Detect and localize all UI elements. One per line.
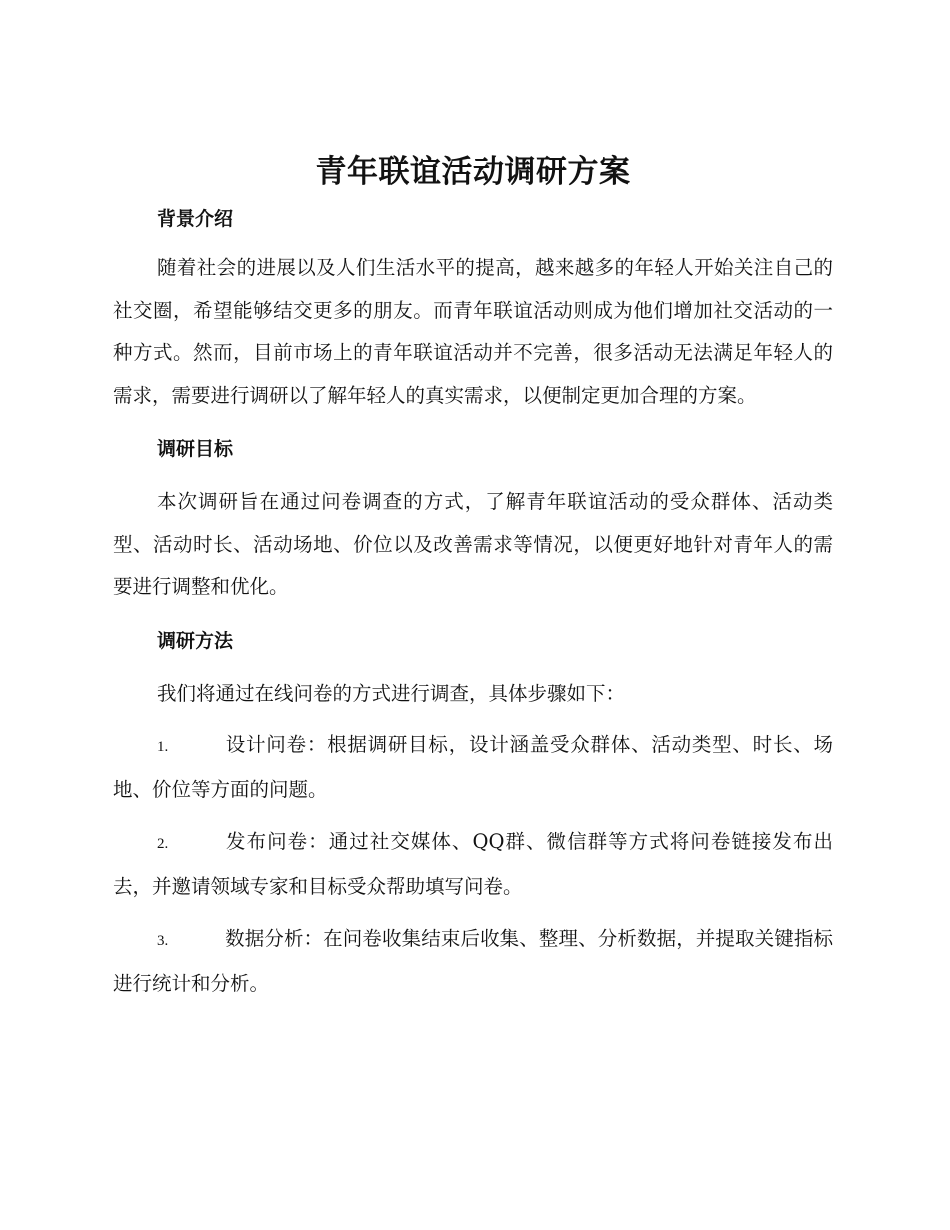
list-item-text: 数据分析：在问卷收集结束后收集、整理、分析数据，并提取关键指标进行统计和分析。	[113, 927, 833, 995]
section-background	[113, 204, 833, 417]
section-heading-background: 背景介绍	[157, 208, 234, 230]
section-objective	[113, 434, 833, 609]
list-item-number: 1.	[157, 739, 169, 755]
section-paragraph-background: 随着社会的进展以及人们生活水平的提高，越来越多的年轻人开始关注自己的社交圈，希望能够结交更多的朋友。而青年联谊活动则成为他们增加社交活动的一种方式。然而，目前市场上的青年联谊活动并不完善，很多活动无法满足年轻人的需求，需要进行调研以了解年轻人的真实需求，以便制定更加合理的方案。	[113, 256, 833, 407]
list-item	[113, 724, 833, 811]
section-paragraph-objective: 本次调研旨在通过问卷调查的方式，了解青年联谊活动的受众群体、活动类型、活动时长、活动场地、价位以及改善需求等情况，以便更好地针对青年人的需要进行调整和优化。	[113, 490, 833, 598]
section-heading-objective: 调研目标	[157, 438, 234, 460]
list-item	[113, 821, 833, 908]
document-title: 青年联谊活动调研方案	[315, 154, 631, 190]
section-heading-method: 调研方法	[157, 629, 234, 652]
section-paragraph-method: 我们将通过在线问卷的方式进行调查，具体步骤如下：	[157, 681, 626, 705]
list-item-text: 设计问卷：根据调研目标，设计涵盖受众群体、活动类型、时长、场地、价位等方面的问题。	[113, 733, 833, 801]
list-item-number: 2.	[157, 836, 169, 852]
steps-list	[113, 724, 833, 1005]
list-item	[113, 918, 833, 1005]
section-method	[113, 626, 833, 716]
list-item-number: 3.	[157, 933, 169, 949]
document-content	[113, 150, 833, 1005]
list-item-text: 发布问卷：通过社交媒体、QQ群、微信群等方式将问卷链接发布出去，并邀请领域专家和目标受众帮助填写问卷。	[113, 830, 833, 898]
